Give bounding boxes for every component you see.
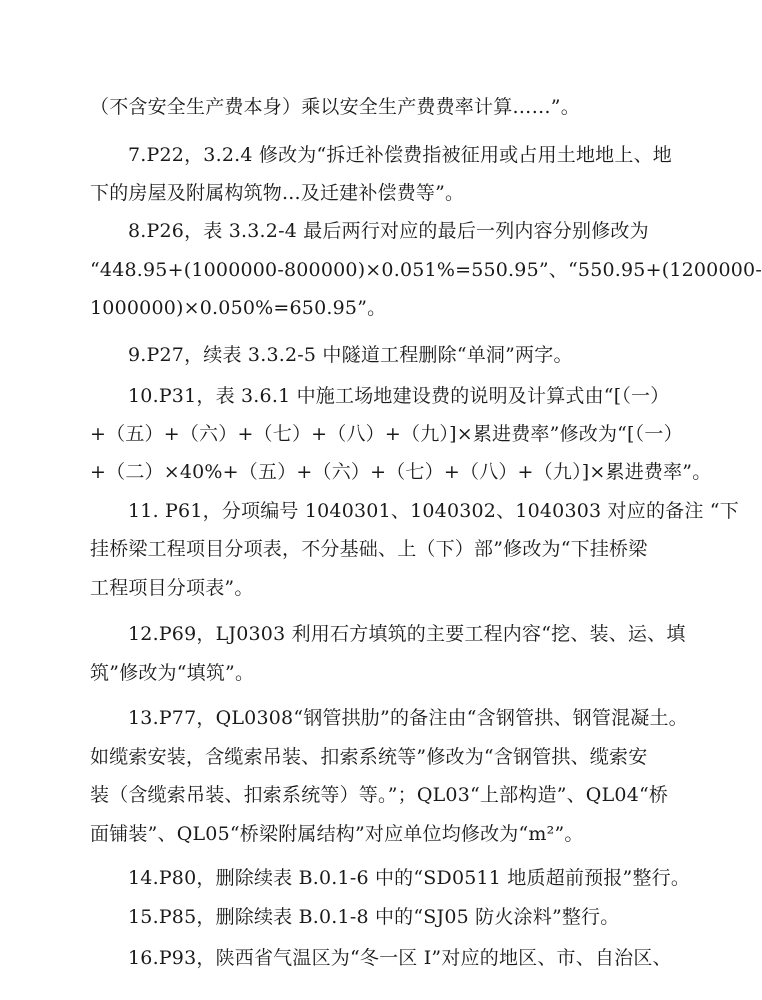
text-line: 12.P69，LJ0303 利用石方填筑的主要工程内容“挖、装、运、填 [128, 623, 686, 645]
text-line: 14.P80，删除续表 B.0.1-6 中的“SD0511 地质超前预报”整行。 [128, 867, 691, 889]
text-line: 面铺装”、QL05“桥梁附属结构”对应单位均修改为“m²”。 [90, 823, 584, 845]
text-line: 筑”修改为“填筑”。 [90, 662, 255, 684]
text-line: 10.P31，表 3.6.1 中施工场地建设费的说明及计算式由“[（一） [128, 385, 670, 407]
text-line: +（五）+（六）+（七）+（八）+（九）]×累进费率”修改为“[（一） [90, 423, 683, 445]
text-line: 如缆索安装，含缆索吊装、扣索系统等”修改为“含钢管拱、缆索安 [90, 746, 648, 768]
text-line: 工程项目分项表”。 [90, 577, 254, 599]
text-line: 7.P22，3.2.4 修改为“拆迁补偿费指被征用或占用土地地上、地 [128, 144, 672, 166]
text-line: 1000000)×0.050%=650.95”。 [90, 297, 387, 319]
text-line: 装（含缆索吊装、扣索系统等）等。”；QL03“上部构造”、QL04“桥 [90, 784, 669, 806]
text-line: 15.P85，删除续表 B.0.1-8 中的“SJ05 防火涂料”整行。 [128, 906, 620, 928]
text-line: “448.95+(1000000-800000)×0.051%=550.95”、“550.95+(1200000- [90, 259, 762, 281]
text-line: 11. P61，分项编号 1040301、1040302、1040303 对应的备注 “下 [128, 500, 739, 522]
text-line: 8.P26，表 3.3.2-4 最后两行对应的最后一列内容分别修改为 [128, 220, 649, 242]
text-line: 16.P93，陕西省气温区为“冬一区 I”对应的地区、市、自治区、 [128, 947, 672, 969]
text-line: 13.P77，QL0308“钢管拱肋”的备注由“含钢管拱、钢管混凝土。 [128, 707, 688, 729]
text-line: （不含安全生产费本身）乘以安全生产费费率计算……”。 [90, 96, 580, 118]
text-line: 9.P27，续表 3.3.2-5 中隧道工程删除“单洞”两字。 [128, 344, 573, 366]
text-line: +（二）×40%+（五）+（六）+（七）+（八）+（九）]×累进费率”。 [90, 461, 712, 483]
text-line: 下的房屋及附属构筑物...及迁建补偿费等”。 [90, 182, 465, 204]
text-line: 挂桥梁工程项目分项表，不分基础、上（下）部”修改为“下挂桥梁 [90, 538, 648, 560]
